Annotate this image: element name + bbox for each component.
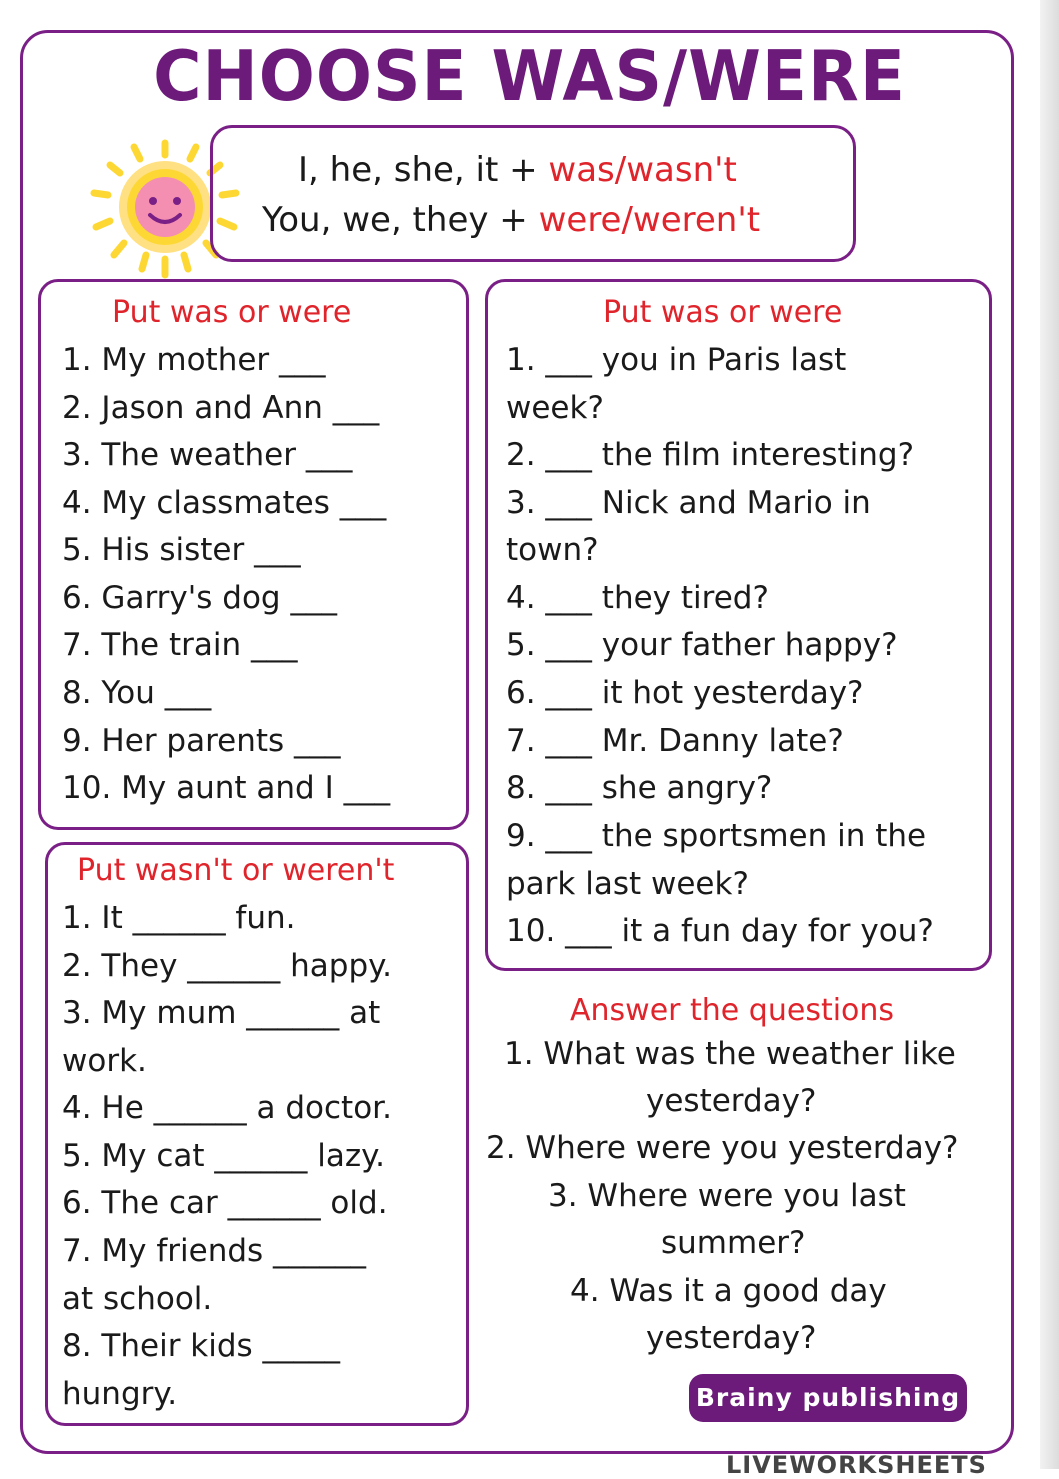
rule-line	[262, 200, 760, 240]
exercise-line[interactable]: 4. He ______ a doctor.	[62, 1090, 392, 1126]
exercise-heading: Answer the questions	[570, 993, 895, 1028]
exercise-item[interactable]: 7. The train ___	[62, 627, 298, 663]
exercise-line[interactable]: 7. My friends ______	[62, 1233, 367, 1269]
exercise-line: park last week?	[506, 866, 749, 902]
exercise-item[interactable]: 5. His sister ___	[62, 532, 301, 568]
exercise-line[interactable]: 5. My cat ______ lazy.	[62, 1138, 385, 1174]
exercise-heading: Put was or were	[112, 295, 352, 330]
exercise-item[interactable]: 2. Jason and Ann ___	[62, 390, 380, 426]
rule-line	[298, 150, 737, 190]
page-title: CHOOSE WAS/WERE	[153, 36, 906, 117]
grammar-rule-box	[210, 125, 856, 262]
question-line: yesterday?	[646, 1320, 817, 1356]
exercise-line: at school.	[62, 1281, 213, 1317]
exercise-line[interactable]: 6. The car ______ old.	[62, 1185, 388, 1221]
brand-badge: Brainy publishing	[689, 1374, 967, 1422]
page-edge-shadow	[1040, 0, 1059, 1469]
rule-form: were/weren't	[538, 200, 761, 240]
exercise-heading: Put wasn't or weren't	[77, 853, 395, 888]
exercise-line: week?	[506, 390, 604, 426]
exercise-line[interactable]: 5. ___ your father happy?	[506, 627, 898, 663]
exercise-line[interactable]: 10. ___ it a fun day for you?	[506, 913, 934, 949]
exercise-line[interactable]: 1. ___ you in Paris last	[506, 342, 847, 378]
exercise-line[interactable]: 9. ___ the sportsmen in the	[506, 818, 927, 854]
exercise-item[interactable]: 8. You ___	[62, 675, 212, 711]
exercise-line[interactable]: 4. ___ they tired?	[506, 580, 769, 616]
footer-watermark: LIVEWORKSHEETS	[726, 1451, 987, 1479]
exercise-line[interactable]: 3. ___ Nick and Mario in	[506, 485, 871, 521]
rule-subject: I, he, she, it +	[298, 150, 549, 190]
exercise-item[interactable]: 10. My aunt and I ___	[62, 770, 391, 806]
question-line: 1. What was the weather like	[504, 1036, 956, 1072]
question-line: summer?	[661, 1225, 806, 1261]
exercise-line[interactable]: 8. ___ she angry?	[506, 770, 773, 806]
exercise-line[interactable]: 8. Their kids _____	[62, 1328, 341, 1364]
rule-subject: You, we, they +	[262, 200, 539, 240]
exercise-line: hungry.	[62, 1376, 178, 1412]
exercise-item[interactable]: 1. My mother ___	[62, 342, 326, 378]
question-line: yesterday?	[646, 1083, 817, 1119]
question-line: 3. Where were you last	[548, 1178, 906, 1214]
exercise-line[interactable]: 2. ___ the film interesting?	[506, 437, 915, 473]
question-line: 4. Was it a good day	[570, 1273, 887, 1309]
exercise-item[interactable]: 4. My classmates ___	[62, 485, 387, 521]
exercise-line[interactable]: 7. ___ Mr. Danny late?	[506, 723, 844, 759]
question-line: 2. Where were you yesterday?	[486, 1130, 959, 1166]
exercise-item[interactable]: 6. Garry's dog ___	[62, 580, 337, 616]
exercise-item[interactable]: 9. Her parents ___	[62, 723, 341, 759]
exercise-item[interactable]: 3. The weather ___	[62, 437, 353, 473]
exercise-heading: Put was or were	[603, 295, 843, 330]
rule-form: was/wasn't	[548, 150, 737, 190]
exercise-line[interactable]: 3. My mum ______ at	[62, 995, 381, 1031]
exercise-line[interactable]: 1. It ______ fun.	[62, 900, 296, 936]
exercise-line[interactable]: 2. They ______ happy.	[62, 948, 392, 984]
exercise-line: town?	[506, 532, 599, 568]
exercise-line[interactable]: 6. ___ it hot yesterday?	[506, 675, 864, 711]
exercise-line: work.	[62, 1043, 147, 1079]
